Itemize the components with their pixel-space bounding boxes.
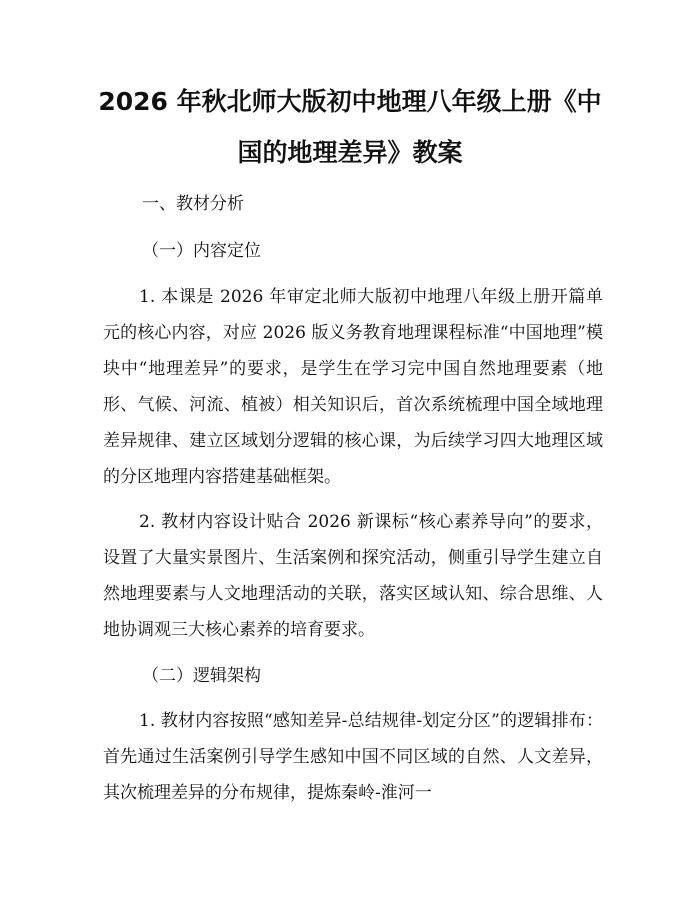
paragraph-3 xyxy=(103,703,603,811)
subsection-heading-logical-structure: （二）逻辑架构 xyxy=(142,666,261,686)
paragraph-2 xyxy=(103,504,603,648)
paragraph-2-text: 2. 教材内容设计贴合 2026 新课标“核心素养导向”的要求，设置了大量实景图片、生活案例和探究活动，侧重引导学生建立自然地理要素与人文地理活动的关联，落实区域认知、综合思维、人地协调观三大核心素养的培育要求。 xyxy=(103,512,603,640)
document-title-line-2: 国的地理差异》教案 xyxy=(237,138,463,167)
paragraph-1 xyxy=(103,279,603,495)
document-title-line-1: 2026 年秋北师大版初中地理八年级上册《中 xyxy=(98,87,602,116)
subsection-heading-content-positioning: （一）内容定位 xyxy=(142,241,261,261)
paragraph-3-text: 1. 教材内容按照“感知差异-总结规律-划定分区”的逻辑排布：首先通过生活案例引导学生感知中国不同区域的自然、人文差异，其次梳理差异的分布规律，提炼秦岭-淮河一 xyxy=(103,711,603,803)
section-heading-textbook-analysis: 一、教材分析 xyxy=(142,194,244,214)
paragraph-1-text: 1. 本课是 2026 年审定北师大版初中地理八年级上册开篇单元的核心内容，对应 2026 版义务教育地理课程标准“中国地理”模块中“地理差异”的要求，是学生在学习完中国自然地理要素（地形、气候、河流、植被）相关知识后，首次系统梳理中国全域地理差异规律、建立区域划分逻辑的核心课，为后续学习四大地理区域的分区地理内容搭建基础框架。 xyxy=(103,287,603,487)
